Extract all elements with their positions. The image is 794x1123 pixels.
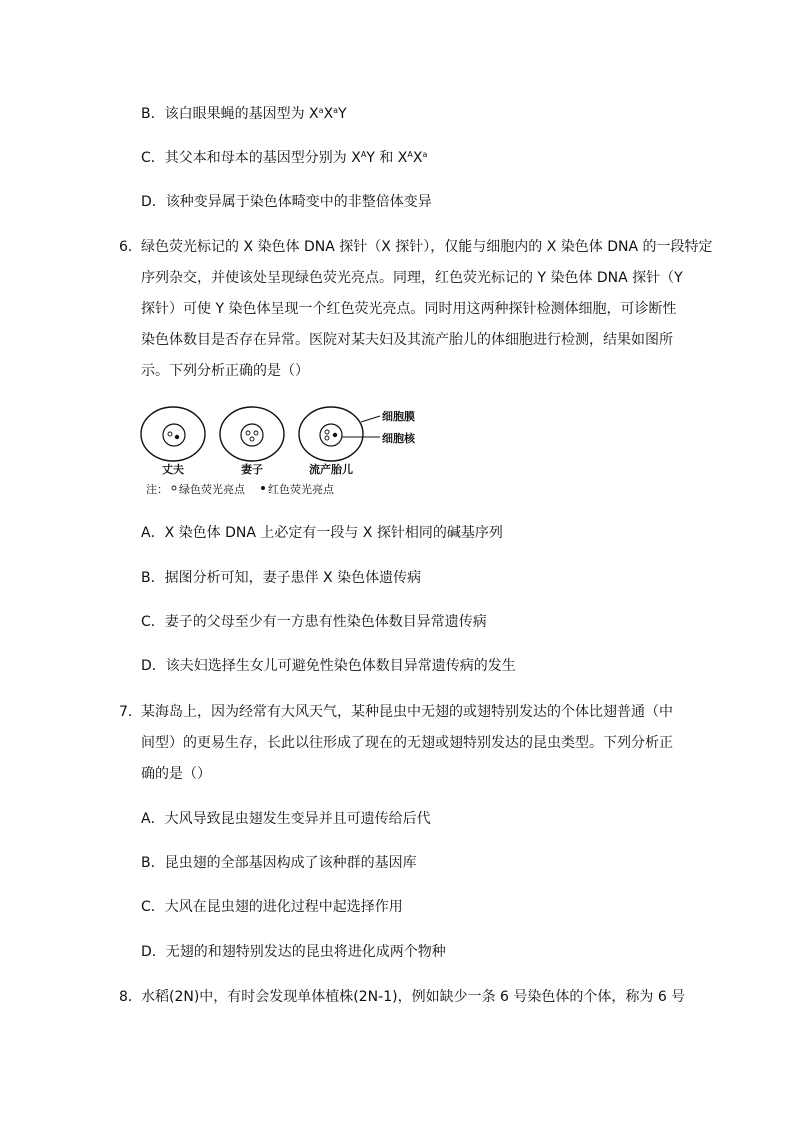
q5-option-b: B．该白眼果蝇的基因型为 $X^aX^aY$ xyxy=(141,106,347,122)
q8-number: 8． xyxy=(119,989,142,1005)
q7-option-a: A．大风导致昆虫翅发生变异并且可遗传给后代 xyxy=(141,811,431,827)
q7-stem-line-1: 某海岛上，因为经常有大风天气，某种昆虫中无翅的或翅特别发达的个体比翅普通（中 xyxy=(141,704,673,720)
label-nucleus: 细胞核 xyxy=(382,432,415,445)
q6-stem-line-5: 示。下列分析正确的是（） xyxy=(141,363,309,379)
label-membrane: 细胞膜 xyxy=(382,410,415,423)
fetus-green-dot-1 xyxy=(325,430,329,434)
q6-stem-line-4: 染色体数目是否存在异常。医院对某夫妇及其流产胎儿的体细胞进行检测，结果如图所 xyxy=(141,332,673,348)
legend-red-text: 红色荧光亮点 xyxy=(268,483,334,496)
wife-cell-nucleus xyxy=(241,424,263,446)
q7-option-b: B．昆虫翅的全部基因构成了该种群的基因库 xyxy=(141,855,417,871)
q6-option-d: D．该夫妇选择生女儿可避免性染色体数目异常遗传病的发生 xyxy=(141,658,516,674)
fetus-cell-membrane xyxy=(299,407,363,461)
cell-diagram xyxy=(140,404,440,500)
husband-cell-nucleus xyxy=(163,424,185,446)
husband-red-dot xyxy=(175,435,179,439)
wife-cell-membrane xyxy=(220,407,284,461)
q7-option-d: D．无翅的和翅特别发达的昆虫将进化成两个物种 xyxy=(141,944,446,960)
q7-stem-line-3: 确的是（） xyxy=(141,766,211,782)
wife-green-dot-1 xyxy=(246,431,250,435)
fetus-cell-nucleus xyxy=(320,424,342,446)
q6-stem-line-1: 绿色荧光标记的 X 染色体 DNA 探针（X 探针），仅能与细胞内的 X 染色体 DNA 的一段特定 xyxy=(141,239,713,255)
q6-stem-line-2: 序列杂交，并使该处呈现绿色荧光亮点。同理，红色荧光标记的 Y 染色体 DNA 探针（Y xyxy=(141,270,683,286)
q5-option-c: C．其父本和母本的基因型分别为 $X^AY$ 和 $X^AX^a$ xyxy=(141,150,428,166)
q7-stem-line-2: 间型）的更易生存，长此以往形成了现在的无翅或翅特别发达的昆虫类型。下列分析正 xyxy=(141,735,673,751)
husband-cell-membrane xyxy=(141,407,205,461)
legend-green-text: 绿色荧光亮点 xyxy=(179,483,245,496)
q6-stem-line-3: 探针）可使 Y 染色体呈现一个红色荧光亮点。同时用这两种探针检测体细胞，可诊断性 xyxy=(141,301,677,317)
q6-option-b: B．据图分析可知，妻子患伴 X 染色体遗传病 xyxy=(141,570,422,586)
q6-number: 6． xyxy=(119,239,142,255)
label-wife: 妻子 xyxy=(241,463,263,476)
q7-option-c: C．大风在昆虫翅的进化过程中起选择作用 xyxy=(141,899,403,915)
husband-green-dot xyxy=(168,432,172,436)
fetus-green-dot-2 xyxy=(325,436,329,440)
q6-option-c: C．妻子的父母至少有一方患有性染色体数目异常遗传病 xyxy=(141,614,487,630)
membrane-leader-line xyxy=(361,416,380,422)
legend-prefix: 注： xyxy=(146,483,168,496)
label-husband: 丈夫 xyxy=(162,463,184,476)
q7-number: 7． xyxy=(119,704,142,720)
wife-green-dot-3 xyxy=(250,437,254,441)
fetus-red-dot xyxy=(333,433,337,437)
legend-green-symbol xyxy=(172,486,176,490)
q5-option-d: D．该种变异属于染色体畸变中的非整倍体变异 xyxy=(141,194,432,210)
wife-green-dot-2 xyxy=(254,431,258,435)
q6-option-a: A．X 染色体 DNA 上必定有一段与 X 探针相同的碱基序列 xyxy=(141,525,503,541)
label-fetus: 流产胎儿 xyxy=(309,463,353,476)
legend-red-symbol xyxy=(261,486,265,490)
q8-stem-line-1: 水稻(2N)中，有时会发现单体植株(2N-1)，例如缺少一条 6 号染色体的个体，称为 6 号 xyxy=(141,989,686,1005)
